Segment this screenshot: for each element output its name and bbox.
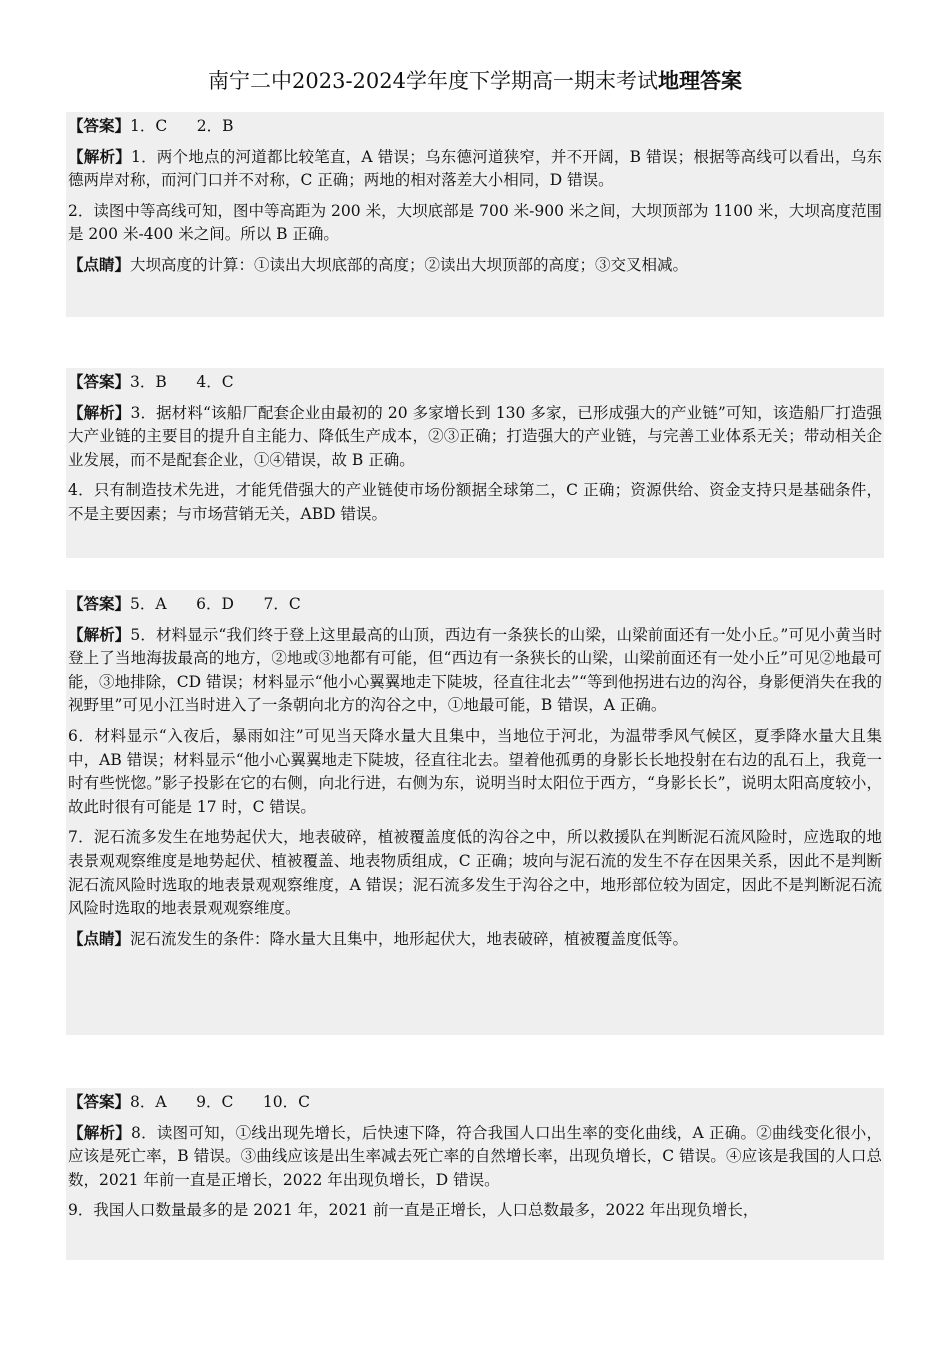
analysis-paragraph: 2．读图中等高线可知，图中等高距为 200 米，大坝底部是 700 米-900 米之间，大坝顶部为 1100 米，大坝高度范围是 200 米-400 米之间。所以 B 正确。 (68, 201, 882, 244)
analysis-paragraph: 【解析】1．两个地点的河道都比较笔直，A 错误；乌东德河道狭窄，并不开阔，B 错误；根据等高线可以看出，乌东德两岸对称，而河门口并不对称，C 正确；两地的相对落差大小相同，D 错误。 (68, 146, 882, 190)
tip-paragraph: 【点睛】大坝高度的计算：①读出大坝底部的高度；②读出大坝顶部的高度；③交叉相减。 (68, 254, 689, 274)
answer-block-4 (66, 1088, 884, 1260)
answer-block-1 (66, 112, 884, 317)
answer-line: 【答案】3．B 4．C (68, 372, 234, 391)
title-main: 南宁二中2023-2024学年度下学期高一期末考试 (208, 69, 658, 93)
analysis-paragraph: 9．我国人口数量最多的是 2021 年，2021 前一直是正增长，人口总数最多，2022 年出现负增长， (68, 1201, 759, 1220)
analysis-paragraph: 【解析】8．读图可知，①线出现先增长，后快速下降，符合我国人口出生率的变化曲线，A 正确。②曲线变化很小，应该是死亡率，B 错误。③曲线应该是出生率减去死亡率的自然增长率，出现负增长，C 错误。④应该是我国的人口总数，2021 年前一直是正增长，2022 年出现负增长，D 错误。 (68, 1122, 882, 1189)
answer-line: 【答案】8．A 9．C 10．C (68, 1092, 310, 1111)
page-title (0, 66, 950, 96)
analysis-paragraph: 【解析】3．据材料“该船厂配套企业由最初的 20 多家增长到 130 多家，已形成强大的产业链”可知，该造船厂打造强大产业链的主要目的提升自主能力、降低生产成本，②③正确；打造强大的产业链，与完善工业体系无关；带动相关企业发展，而不是配套企业，①④错误，故 B 正确。 (68, 402, 882, 469)
tip-paragraph: 【点睛】泥石流发生的条件：降水量大且集中，地形起伏大，地表破碎，植被覆盖度低等。 (68, 928, 689, 948)
title-bold: 地理答案 (657, 69, 742, 93)
analysis-paragraph: 6．材料显示“入夜后，暴雨如注”可见当天降水量大且集中，当地位于河北，为温带季风气候区，夏季降水量大且集中，AB 错误；材料显示“他小心翼翼地走下陡坡，径直往北去。望着他孤勇的身影长长地投射在右边的乱石上，我竟一时有些恍惚。”影子投影在它的右侧，向北行进，右侧为东，说明当时太阳位于西方，“身影长长”，说明太阳高度较小，故此时很有可能是 17 时，C 错误。 (68, 726, 882, 816)
answer-line: 【答案】1．C 2．B (68, 116, 234, 135)
analysis-paragraph: 【解析】5．材料显示“我们终于登上这里最高的山顶，西边有一条狭长的山梁，山梁前面还有一处小丘。”可见小黄当时登上了当地海拔最高的地方，②地或③地都有可能，但“西边有一条狭长的山梁，山梁前面还有一处小丘”可见②地最可能，③地排除，CD 错误；材料显示“他小心翼翼地走下陡坡，径直往北去”“等到他拐进右边的沟谷，身影便消失在我的视野里”可见小江当时进入了一条朝向北方的沟谷之中，①地最可能，B 错误，A 正确。 (68, 624, 882, 715)
answer-block-3 (66, 590, 884, 1035)
analysis-paragraph: 4．只有制造技术先进，才能凭借强大的产业链使市场份额据全球第二，C 正确；资源供给、资金支持只是基础条件，不是主要因素；与市场营销无关，ABD 错误。 (68, 481, 882, 523)
analysis-paragraph: 7．泥石流多发生在地势起伏大，地表破碎，植被覆盖度低的沟谷之中，所以救援队在判断泥石流风险时，应选取的地表景观观察维度是地势起伏、植被覆盖、地表物质组成，C 正确；坡向与泥石流的发生不存在因果关系，因此不是判断泥石流风险时选取的地表景观观察维度，A 错误；泥石流多发生于沟谷之中，地形部位较为固定，因此不是判断泥石流风险时选取的地表景观观察维度。 (68, 828, 882, 918)
answer-block-2 (66, 368, 884, 558)
answer-line: 【答案】5．A 6．D 7．C (68, 594, 301, 613)
